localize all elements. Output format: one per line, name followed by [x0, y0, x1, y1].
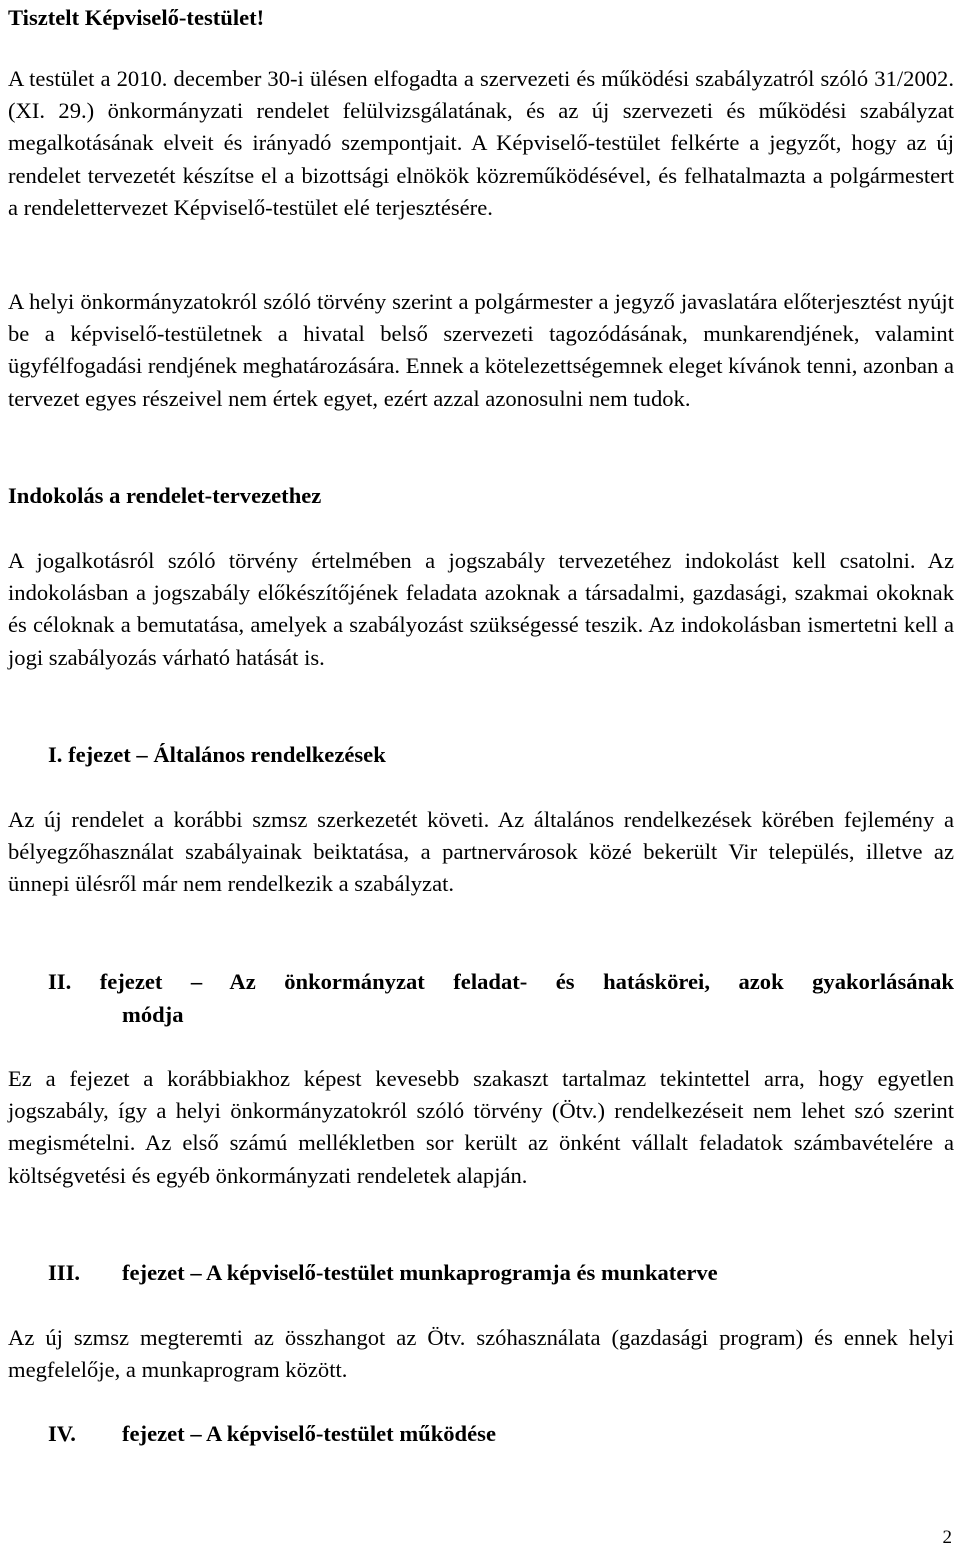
- document-title: Tisztelt Képviselő-testület!: [8, 5, 265, 30]
- paragraph-justification: A jogalkotásról szóló törvény értelmében a jogszabály tervezetéhez indokolást kell csatolni. Az indokolásban a jogszabály előkészítőjének feladata azoknak a társadalmi, gazdasági, szakmai okoknak és céloknak a bemutatása, amelyek a szabályozást szükségessé teszik. Az indokolásban ismertetni kell a jogi szabályozás várható hatását is.: [8, 548, 954, 670]
- paragraph-intro: A testület a 2010. december 30-i ülésen elfogadta a szervezeti és működési szabályzatról szóló 31/2002.(XI. 29.) önkormányzati rendelet felülvizsgálatának, és az új szervezeti és működési szabályzat megalkotásának elveit és irányadó szempontjait. A Képviselő-testület felkérte a jegyzőt, hogy az új rendelet tervezetét készítse el a bizottsági elnökök közreműködésével, és felhatalmazta a polgármestert a rendelettervezet Képviselő-testület elé terjesztésére.: [8, 66, 954, 220]
- paragraph-chapter-1: Az új rendelet a korábbi szmsz szerkezetét követi. Az általános rendelkezések körében fejlemény a bélyegzőhasználat szabályainak beiktatása, a partnervárosok közé bekerült Vir település, illetve az ünnepi ülésről már nem rendelkezik a szabályzat.: [8, 807, 954, 897]
- heading-chapter-4-number: IV.: [48, 1421, 76, 1446]
- heading-chapter-3-title: fejezet – A képviselő-testület munkaprogramja és munkaterve: [122, 1260, 718, 1285]
- paragraph-chapter-3: Az új szmsz megteremti az összhangot az Ötv. szóhasználata (gazdasági program) és ennek helyi megfelelője, a munkaprogram között.: [8, 1325, 954, 1383]
- heading-indoklas: Indokolás a rendelet-tervezethez: [8, 483, 322, 508]
- paragraph-chapter-2: Ez a fejezet a korábbiakhoz képest kevesebb szakaszt tartalmaz tekintettel arra, hogy egyetlen jogszabály, így a helyi önkormányzatokról szóló törvény (Ötv.) rendelkezéseit nem lehet szó szerint megismételni. Az első számú mellékletben sor került az önként vállalt feladatok számbavételére a költségvetési és egyéb önkormányzati rendeletek alapján.: [8, 1066, 954, 1188]
- heading-chapter-2-line2: módja: [122, 1002, 184, 1027]
- heading-chapter-4-title: fejezet – A képviselő-testület működése: [122, 1421, 496, 1446]
- heading-chapter-3-number: III.: [48, 1260, 81, 1285]
- paragraph-mayor-proposal: A helyi önkormányzatokról szóló törvény szerint a polgármester a jegyző javaslatára előterjesztést nyújt be a képviselő-testületnek a hivatal belső szervezeti tagozódásának, munkarendjének, valamint ügyfélfogadási rendjének meghatározására. Ennek a kötelezettségemnek eleget kívánok tenni, azonban a tervezet egyes részeivel nem értek egyet, ezért azzal azonosulni nem tudok.: [8, 289, 955, 411]
- page-number: 2: [942, 1527, 952, 1548]
- heading-chapter-2-line1: II. fejezet – Az önkormányzat feladat- és hatáskörei, azok gyakorlásának: [48, 969, 954, 994]
- heading-chapter-2: [8, 965, 954, 1031]
- heading-chapter-1: I. fejezet – Általános rendelkezések: [48, 742, 386, 767]
